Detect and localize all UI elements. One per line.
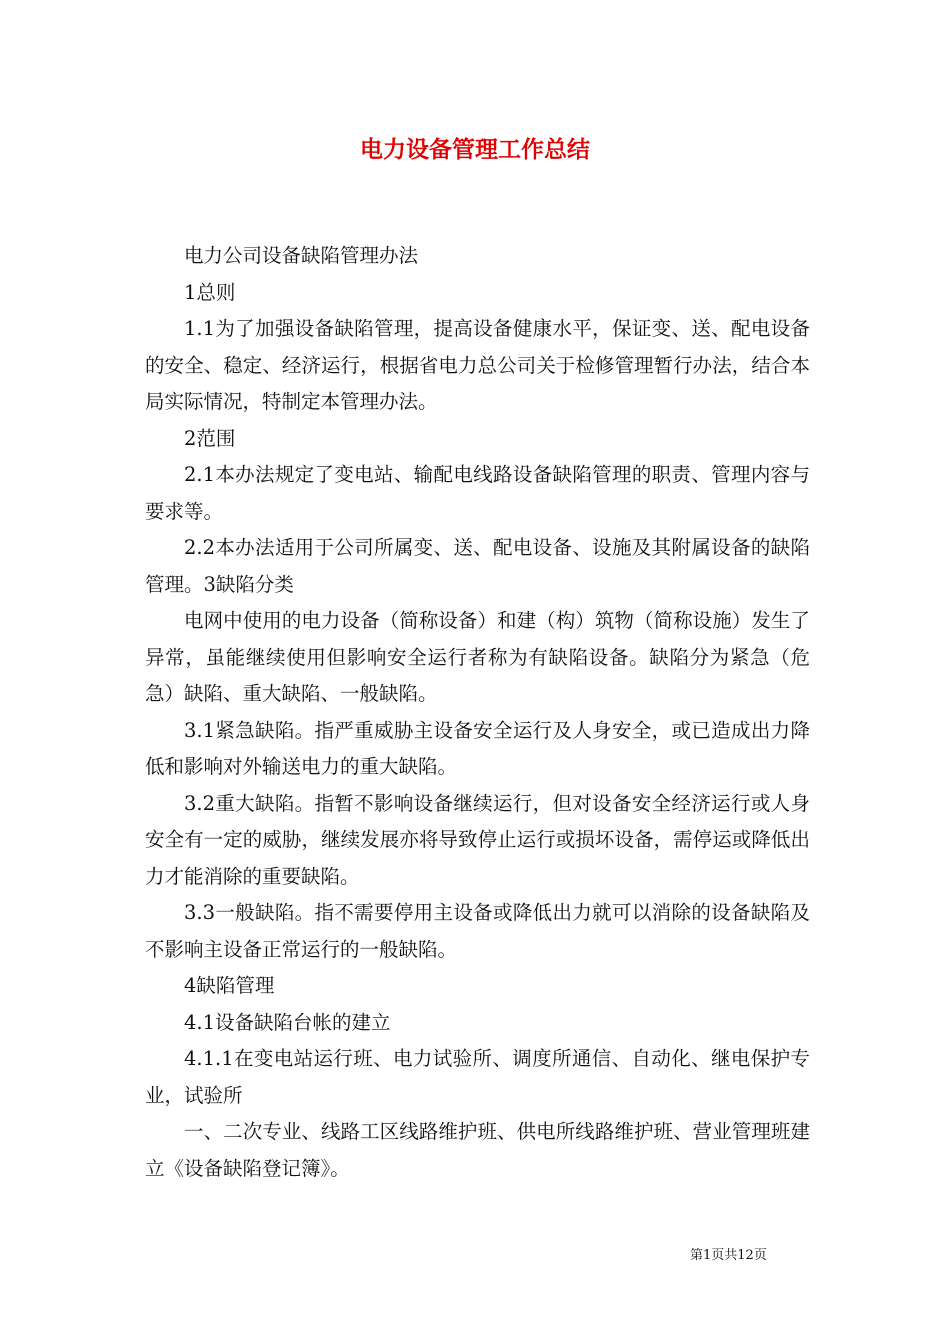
paragraph: 电力公司设备缺陷管理办法 xyxy=(184,244,419,267)
paragraph: 一、二次专业、线路工区线路维护班、供电所线路维护班、营业管理班建立《设备缺陷登记簿》。 xyxy=(145,1120,810,1180)
page-title: 电力设备管理工作总结 xyxy=(360,137,590,163)
paragraph: 1.1为了加强设备缺陷管理，提高设备健康水平，保证变、送、配电设备的安全、稳定、经济运行，根据省电力总公司关于检修管理暂行办法，结合本局实际情况，特制定本管理办法。 xyxy=(145,317,810,413)
paragraph: 2范围 xyxy=(184,426,236,450)
paragraph: 1总则 xyxy=(184,280,236,304)
paragraph: 电网中使用的电力设备（简称设备）和建（构）筑物（简称设施）发生了异常，虽能继续使用但影响安全运行者称为有缺陷设备。缺陷分为紧急（危急）缺陷、重大缺陷、一般缺陷。 xyxy=(145,609,810,705)
paragraph: 4缺陷管理 xyxy=(184,974,275,997)
paragraph: 3.3一般缺陷。指不需要停用主设备或降低出力就可以消除的设备缺陷及不影响主设备正常运行的一般缺陷。 xyxy=(145,901,810,961)
paragraph: 4.1设备缺陷台帐的建立 xyxy=(184,1010,391,1034)
paragraph: 4.1.1在变电站运行班、电力试验所、调度所通信、自动化、继电保护专业，试验所 xyxy=(145,1047,810,1107)
paragraph: 3.2重大缺陷。指暂不影响设备继续运行，但对设备安全经济运行或人身安全有一定的威胁，继续发展亦将导致停止运行或损坏设备，需停运或降低出力才能消除的重要缺陷。 xyxy=(145,791,810,888)
paragraph: 3.1紧急缺陷。指严重威胁主设备安全运行及人身安全，或已造成出力降低和影响对外输送电力的重大缺陷。 xyxy=(145,718,810,778)
paragraph: 2.2本办法适用于公司所属变、送、配电设备、设施及其附属设备的缺陷管理。3缺陷分类 xyxy=(145,536,810,596)
page-number: 第1页共12页 xyxy=(690,1248,767,1263)
document-body xyxy=(145,238,810,1187)
paragraph: 2.1本办法规定了变电站、输配电线路设备缺陷管理的职责、管理内容与要求等。 xyxy=(145,463,810,523)
